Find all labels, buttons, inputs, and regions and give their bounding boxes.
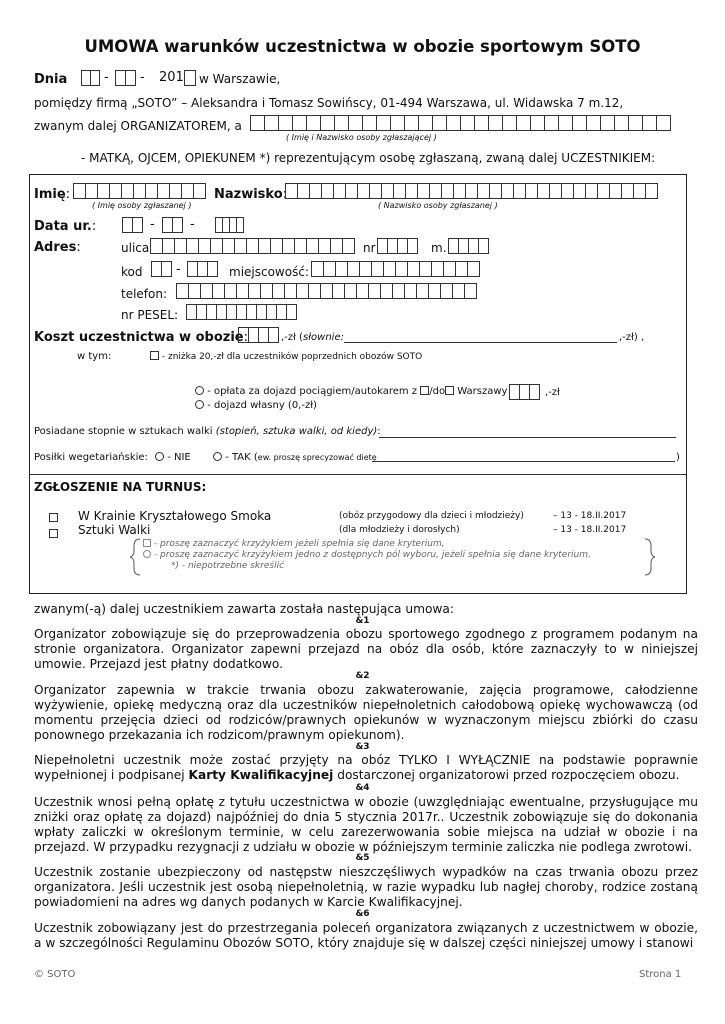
pesel-label: nr PESEL: [121,308,179,322]
turnus-name: Sztuki Walki [78,523,151,537]
turnus-checkbox[interactable] [49,513,58,522]
section-text: Organizator zapewnia w trakcie trwania obozu zakwaterowanie, zajęcia programowe, całodzienne wyżywienie, opiekę medyczną oraz dla uczestników niepełnoletnich całodobową opiekę wychowawczą (od momentu przejęcia dzieci od rodziców/prawnych opiekunów w wyznaczonym miejscu zbiórki do czasu ponownego przekazania ich rodzicom/prawnym opiekunom). [34,683,698,742]
section-text: Uczestnik wnosi pełną opłatę z tytułu uczestnictwa w obozie (uwzględniając ewentualne, przysługujące mu zniżki oraz opłatę za dojazd) najpóźniej do dnia 5 stycznia 2017r.. Uczestnik zobowiązuje się do dokonania wpłaty zaliczki w określonym terminie, w celu zarezerwowania sobie miejsca na udział w obozie i na przejazd. W przypadku rezygnacji z udziału w obozie w późniejszym terminie zaliczka nie podlega zwrotowi. [34,795,698,854]
birth-separator: - [150,217,155,232]
transport-option: - opłata za dojazd pociągiem/autokarem z /do Warszawy [195,386,507,397]
divider [29,474,687,475]
veg-close: ) [676,452,680,463]
section-text: Organizator zobowiązuje się do przeprowadzenia obozu sportowego zgodnego z programem podanym na stronie organizatora. Organizator zapewni przejazd na obóz dla osób, które zaznaczyły to w niniejszej umowie. Przejazd jest płatny dodatkowo. [34,627,698,671]
birth-month-input[interactable] [162,217,183,233]
section-title: &3 [355,742,370,752]
postcode-label: kod [121,265,143,279]
own-transport-option: - dojazd własny (0,-zł) [195,400,317,411]
contract-intro: zwanym(-ą) dalej uczestnikiem zawarta została następująca umowa: [34,602,454,616]
turnus-name: W Krainie Kryształowego Smoka [78,509,272,523]
section-text: Uczestnik zostanie ubezpieczony od następstw nieszczęśliwych wypadków na czas trwania obozu przez organizatora. Jeśli uczestnik jest osobą niepełnoletnią, w razie wypadku lub nagłej choroby, rodzice zostaną powiadomieni na adres wg danych podanych w Karcie Kwalifikacyjnej. [34,865,698,909]
birth-year-input[interactable] [215,217,244,233]
footer-page-number: Strona 1 [639,969,682,980]
transport-to-checkbox[interactable] [445,386,454,395]
turnus-dates: – 13 - 18.II.2017 [553,511,627,521]
postcode-part1-input[interactable] [151,261,172,277]
section-title: &5 [355,853,370,863]
diet-input[interactable] [372,461,675,462]
postcode-part2-input[interactable] [187,261,218,277]
house-number-label: nr [363,241,376,255]
cost-input[interactable] [238,327,279,343]
postcode-separator: - [176,262,181,277]
organizer-address: pomiędzy firmą „SOTO” – Aleksandra i Tomasz Sowińscy, 01-494 Warszawa, ul. Widawska 7 m.12, [34,96,624,110]
turnus-desc: (dla młodzieży i dorosłych) [339,525,460,535]
date-separator: - [140,70,145,85]
transport-currency: ,-zł [545,387,560,398]
turnus-title: ZGŁOSZENIE NA TURNUS: [34,480,207,494]
veg-yes-radio[interactable] [213,452,222,461]
phone-input[interactable] [176,283,477,299]
section-text: Uczestnik zobowiązany jest do przestrzegania poleceń organizatora związanych z uczestnictwem w obozie, a w szczególności Regulaminu Obozów SOTO, który znajduje się w dalszej części niniejszej umowy i stanowi [34,921,698,950]
dnia-label: Dnia [34,72,68,87]
ranks-label: Posiadane stopnie w sztukach walki (stopień, sztuka walki, od kiedy): [34,426,381,437]
section-title: &2 [355,671,370,681]
organizer-label: zwanym dalej ORGANIZATOREM, a [34,119,242,133]
year-prefix: 201 [159,70,184,85]
note-radio: - proszę zaznaczyć krzyżykiem jedno z dostępnych pól wyboru, jeżeli spełnia się dane kryterium. [143,550,591,560]
first-name-hint: ( Imię osoby zgłaszanej ) [92,201,192,210]
page-title: UMOWA warunków uczestnictwa w obozie sportowym SOTO [84,37,641,56]
last-name-label: Nazwisko: [214,187,288,202]
turnus-desc: (obóz przygodowy dla dzieci i młodzieży) [339,511,524,521]
veg-no-option: - NIE [155,452,191,463]
discount-option: - zniżka 20,-zł dla uczestników poprzednich obozów SOTO [150,351,422,362]
note-asterisk: *) - niepotrzebne skreślić [171,561,285,571]
date-separator: - [104,70,109,85]
cost-words-end: ,-zł) , [619,332,645,343]
applicant-name-input[interactable] [250,115,671,131]
flat-number-input[interactable] [448,238,489,254]
day-input[interactable] [81,70,100,86]
veg-yes-option: - TAK (ew. proszę sprecyzować dietę [213,452,377,463]
last-name-hint: ( Nazwisko osoby zgłaszanej ) [378,201,498,210]
first-name-label: Imię: [34,187,71,202]
applicant-hint: ( Imię i Nazwisko osoby zgłaszającej ) [286,133,437,142]
phone-label: telefon: [121,287,168,301]
turnus-checkbox[interactable] [49,529,58,538]
discount-checkbox[interactable] [150,351,159,360]
section-text: Niepełnoletni uczestnik może zostać przyjęty na obóz TYLKO I WYŁĄCZNIE na podstawie poprawnie wypełnionej i podpisanej Karty Kwalifikacyjnej dostarczonej organizatorowi przed rozpoczęciem obozu. [34,753,698,782]
veg-no-radio[interactable] [155,452,164,461]
turnus-dates: – 13 - 18.II.2017 [553,525,627,535]
flat-number-label: m. [431,241,447,255]
section-title: &4 [355,783,370,793]
ranks-input[interactable] [379,437,676,438]
note-checkbox: - proszę zaznaczyć krzyżykiem jeżeli spełnia się dane kryterium, [143,539,445,549]
month-input[interactable] [115,70,136,86]
parent-line: - MATKĄ, OJCEM, OPIEKUNEM *) reprezentującym osobę zgłaszaną, zwaną dalej UCZESTNIKIEM: [81,151,656,165]
city-label: miejscowość: [229,265,309,279]
cost-words-input[interactable] [344,342,617,343]
year-digit-input[interactable] [184,70,196,86]
footer-copyright: © SOTO [34,969,76,980]
birth-separator: - [190,217,195,232]
transport-from-checkbox[interactable] [420,386,429,395]
cost-label: Koszt uczestnictwa w obozie: [34,330,248,345]
address-label: Adres: [34,240,81,255]
city-input[interactable] [311,261,480,277]
street-input[interactable] [150,238,355,254]
transport-radio[interactable] [195,386,204,395]
house-number-input[interactable] [377,238,418,254]
street-label: ulica [121,241,150,255]
section-title: &1 [355,616,370,626]
section-title: &6 [355,909,370,919]
birth-day-input[interactable] [122,217,143,233]
turnus-item [49,510,58,524]
place-text: w Warszawie, [199,72,281,86]
including-label: w tym: [77,351,112,362]
first-name-input[interactable] [73,183,206,199]
transport-cost-input[interactable] [509,384,540,400]
pesel-input[interactable] [186,304,297,320]
vegetarian-label: Posiłki wegetariańskie: [34,452,148,463]
own-transport-radio[interactable] [195,400,204,409]
turnus-item [49,526,58,540]
cost-currency: ,-zł (słownie: [281,332,344,343]
last-name-input[interactable] [285,183,658,199]
birth-date-label: Data ur.: [34,219,97,234]
